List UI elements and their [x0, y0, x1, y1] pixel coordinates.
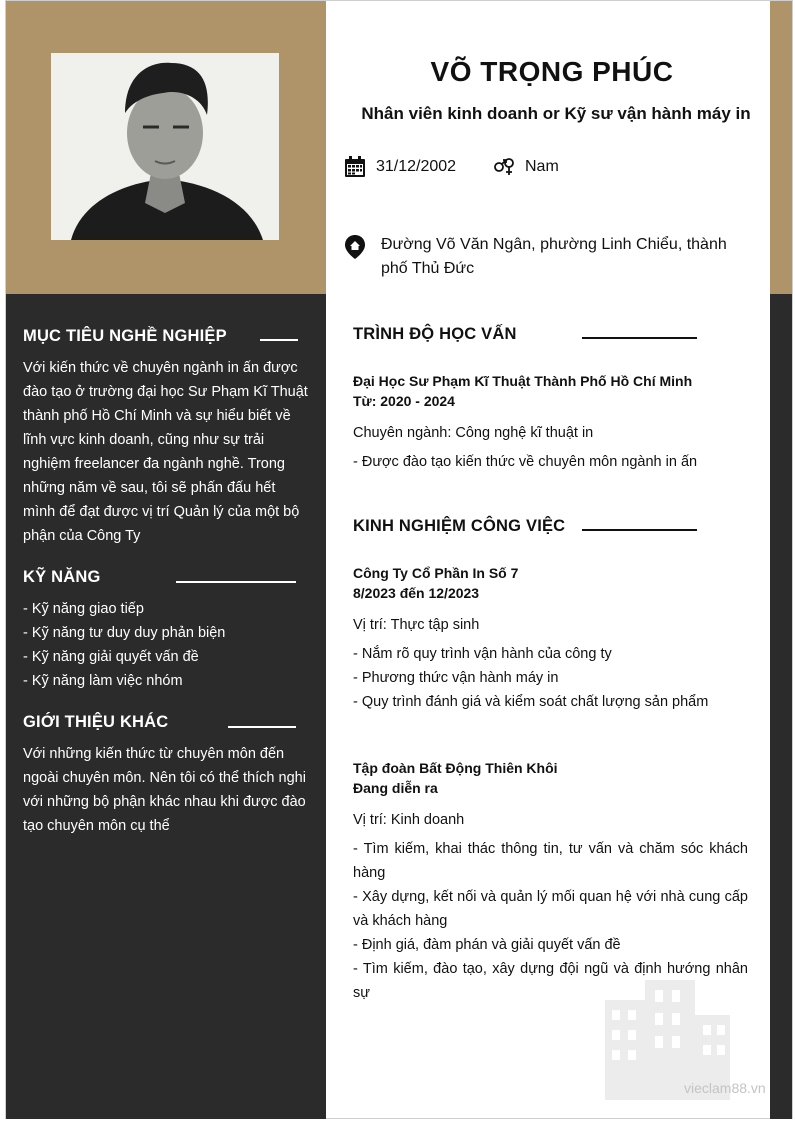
address-row: [344, 233, 741, 281]
job-tasks: [353, 642, 748, 714]
job-company: Tập đoàn Bất Động Thiên Khôi: [353, 760, 558, 776]
right-accent-bar: [770, 1, 792, 294]
other-line: với những bộ phận khác nhau khi được đào: [23, 794, 306, 810]
gender-icon: [493, 156, 515, 178]
address-line-1: Đường Võ Văn Ngân, phường Linh Chiểu, thành: [381, 236, 727, 253]
job-task: - Phương thức vận hành máy in: [353, 670, 559, 686]
experience-divider: [582, 529, 697, 531]
objective-line: thành phố Hồ Chí Minh và sự hiểu biết về: [23, 408, 291, 424]
job-task: - Quy trình đánh giá và kiểm soát chất lượng sản phẩm: [353, 694, 709, 710]
education-school: Đại Học Sư Phạm Kĩ Thuật Thành Phố Hồ Chí Minh: [353, 373, 693, 389]
job-period: 8/2023 đến 12/2023: [353, 585, 480, 601]
job-task: - Nắm rõ quy trình vận hành của công ty: [353, 646, 612, 662]
skill-item: - Kỹ năng tư duy duy phản biện: [23, 625, 226, 641]
gender-row: [493, 156, 559, 178]
candidate-role: Nhân viên kinh doanh or Kỹ sư vận hành máy in: [361, 104, 751, 123]
objective-title: MỤC TIÊU NGHỀ NGHIỆP: [23, 327, 227, 345]
education-title: TRÌNH ĐỘ HỌC VẤN: [353, 325, 517, 343]
job-position: Vị trí: Thực tập sinh: [353, 617, 480, 633]
objective-line: mình để đạt được vị trí Quản lý của một bộ: [23, 504, 300, 520]
skills-divider: [176, 581, 296, 583]
job-period: Đang diễn ra: [353, 780, 438, 796]
watermark-text: vieclam88.vn: [684, 1080, 766, 1096]
objective-text: [23, 356, 318, 548]
job-company: Công Ty Cổ Phần In Số 7: [353, 565, 519, 581]
objective-divider: [260, 339, 298, 341]
education-period: Từ: 2020 - 2024: [353, 393, 455, 409]
objective-line: phận của Công Ty: [23, 528, 141, 544]
objective-line: Với kiến thức về chuyên ngành in ấn được: [23, 360, 298, 376]
job-position: Vị trí: Kinh doanh: [353, 812, 465, 828]
job-task: - Xây dựng, kết nối và quản lý mối quan hệ với nhà cung cấp và khách hàng: [353, 889, 748, 929]
job-task: - Tìm kiếm, khai thác thông tin, tư vấn và chăm sóc khách hàng: [353, 841, 748, 881]
experience-title: KINH NGHIỆM CÔNG VIỆC: [353, 517, 566, 535]
portrait-illustration: [51, 53, 279, 240]
other-text: [23, 742, 318, 838]
skill-item: - Kỹ năng giao tiếp: [23, 601, 144, 617]
job-task: - Tìm kiếm, đào tạo, xây dựng đội ngũ và định hướng nhân sự: [353, 961, 748, 1001]
job-task: - Định giá, đàm phán và giải quyết vấn đề: [353, 937, 621, 953]
skill-item: - Kỹ năng làm việc nhóm: [23, 673, 183, 689]
education-detail: - Được đào tạo kiến thức về chuyên môn ngành in ấn: [353, 454, 698, 470]
calendar-icon: [344, 156, 366, 178]
other-divider: [228, 726, 296, 728]
candidate-name: VÕ TRỌNG PHÚC: [430, 56, 674, 87]
right-dark-bar: [770, 294, 792, 1119]
address-line-2: phố Thủ Đức: [381, 260, 475, 277]
gender-value: Nam: [525, 158, 559, 175]
objective-line: lĩnh vực kinh doanh, cũng như sự trải: [23, 432, 265, 448]
other-line: Với những kiến thức từ chuyên môn đến: [23, 746, 285, 762]
birthdate-value: 31/12/2002: [376, 158, 457, 175]
skills-list: [23, 597, 318, 693]
objective-line: nghiệm freelancer đa ngành nghề. Trong: [23, 456, 285, 472]
other-line: ngoài chuyên môn. Nên tôi có thể thích nghi: [23, 770, 306, 786]
birthdate-row: [344, 156, 456, 178]
other-title: GIỚI THIỆU KHÁC: [23, 713, 169, 731]
objective-line: những năm về sau, tôi sẽ phấn đấu hết: [23, 480, 276, 496]
other-line: tạo chuyên môn cụ thể: [23, 818, 170, 834]
profile-photo: [51, 53, 279, 240]
education-divider: [582, 337, 697, 339]
skills-title: KỸ NĂNG: [23, 568, 101, 586]
location-pin-icon: [344, 234, 366, 256]
education-major: Chuyên ngành: Công nghệ kĩ thuật in: [353, 425, 594, 441]
objective-line: đào tạo ở trường đại học Sư Phạm Kĩ Thuật: [23, 384, 308, 400]
skill-item: - Kỹ năng giải quyết vấn đề: [23, 649, 199, 665]
